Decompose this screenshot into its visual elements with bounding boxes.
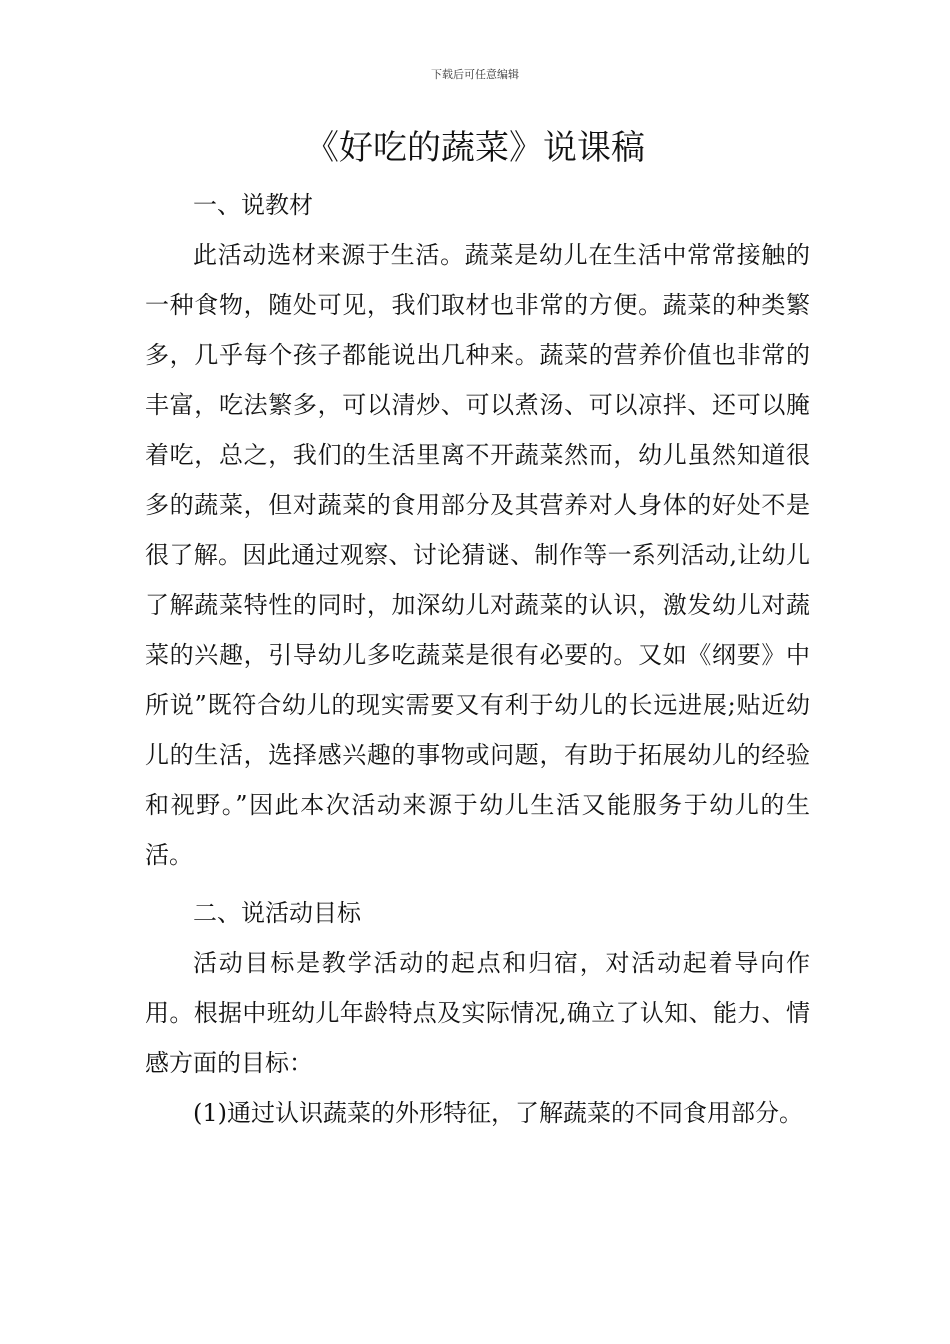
document-title: 《好吃的蔬菜》说课稿: [305, 128, 645, 168]
paragraph-activity-goals-intro: 活动目标是教学活动的起点和归宿，对活动起着导向作用。根据中班幼儿年龄特点及实际情况,确立了认知、能力、情感方面的目标：: [145, 949, 810, 1077]
paragraph-goal-1: (1)通过认识蔬菜的外形特征，了解蔬菜的不同食用部分。: [193, 1099, 803, 1127]
section-heading-teaching-material: 一、说教材: [193, 191, 313, 219]
page-header-note: 下载后可任意编辑: [431, 68, 519, 81]
paragraph-teaching-material: 此活动选材来源于生活。蔬菜是幼儿在生活中常常接触的一种食物，随处可见，我们取材也非常的方便。蔬菜的种类繁多，几乎每个孩子都能说出几种来。蔬菜的营养价值也非常的丰富，吃法繁多，可以清炒、可以煮汤、可以凉拌、还可以腌着吃，总之，我们的生活里离不开蔬菜然而，幼儿虽然知道很多的蔬菜，但对蔬菜的食用部分及其营养对人身体的好处不是很了解。因此通过观察、讨论猜谜、制作等一系列活动,让幼儿了解蔬菜特性的同时，加深幼儿对蔬菜的认识，激发幼儿对蔬菜的兴趣，引导幼儿多吃蔬菜是很有必要的。又如《纲要》中所说”既符合幼儿的现实需要又有利于幼儿的长远进展;贴近幼儿的生活，选择感兴趣的事物或问题，有助于拓展幼儿的经验和视野。”因此本次活动来源于幼儿生活又能服务于幼儿的生活。: [145, 241, 810, 869]
section-heading-activity-goals: 二、说活动目标: [193, 899, 361, 927]
document-body: [145, 180, 810, 1138]
